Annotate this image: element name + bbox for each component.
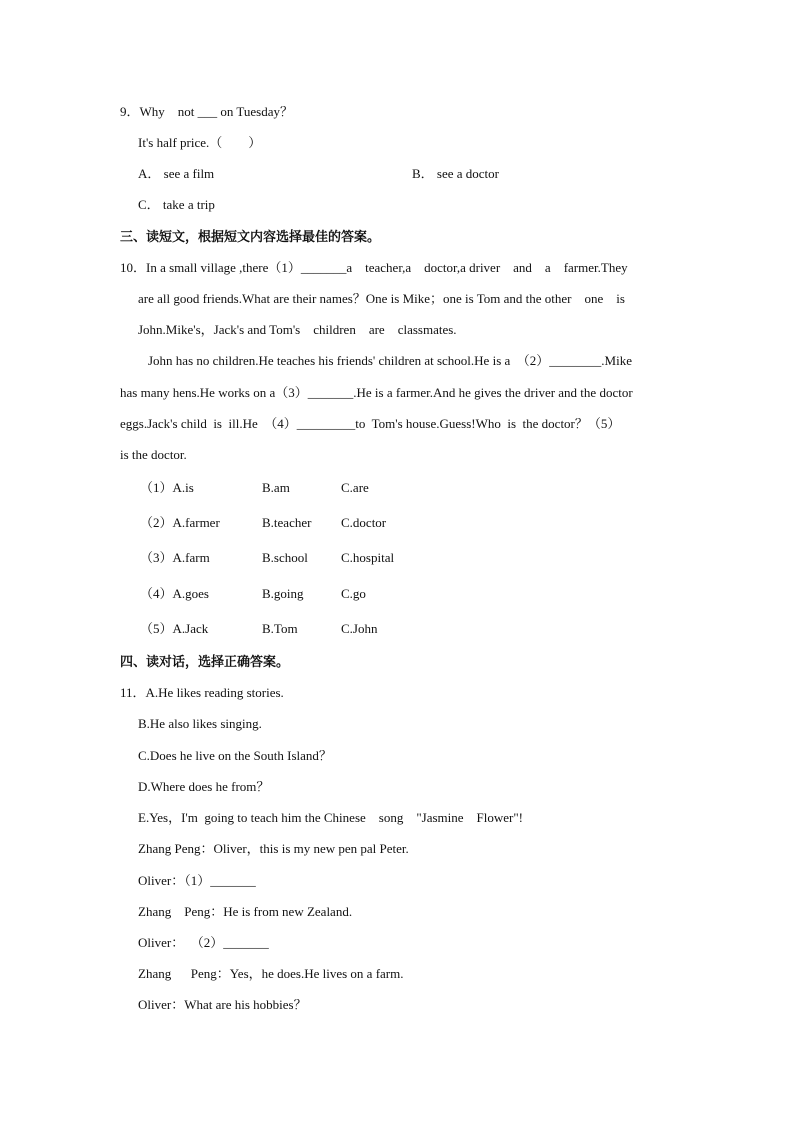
q10-line4: John has no children.He teaches his friends' children at school.He is a （2）________.Mike	[148, 353, 632, 368]
choice-4-b: B.going	[262, 586, 304, 601]
section3-heading: 三、读短文，根据短文内容选择最佳的答案。	[120, 229, 381, 244]
q9-option-b: B． see a doctor	[412, 166, 500, 181]
q11-line-9: Oliver： （2）_______	[138, 935, 269, 950]
choice-3-b: B.school	[262, 550, 308, 565]
choice-1-a: （1）A.is	[140, 480, 194, 495]
q10-line3: John.Mike's，Jack's and Tom's children are classmates.	[138, 322, 457, 337]
q10-line6: eggs.Jack's child is ill.He （4）_________to Tom's house.Guess!Who is the doctor？（5）	[120, 416, 621, 431]
q10-line7: is the doctor.	[120, 447, 187, 462]
q11-line-2: B.He also likes singing.	[138, 716, 262, 731]
q11-line-10: Zhang Peng：Yes，he does.He lives on a farm.	[138, 966, 404, 981]
q9-line2: It's half price.（ ）	[138, 135, 262, 150]
choice-1-b: B.am	[262, 480, 290, 495]
choice-4-a: （4）A.goes	[140, 586, 209, 601]
q11-line-4: D.Where does he from？	[138, 779, 270, 794]
section4-heading: 四、读对话，选择正确答案。	[120, 654, 290, 669]
q11-line-11: Oliver：What are his hobbies？	[138, 997, 307, 1012]
choice-1-c: C.are	[341, 480, 369, 495]
choice-5-a: （5）A.Jack	[140, 621, 209, 636]
q11-line-7: Oliver：（1）_______	[138, 873, 256, 888]
choice-2-a: （2）A.farmer	[140, 515, 220, 530]
choice-5-b: B.Tom	[262, 621, 298, 636]
q11-line-1: 11．A.He likes reading stories.	[120, 685, 284, 700]
q9-stem: 9．Why not ___ on Tuesday？	[120, 104, 293, 119]
q11-line-6: Zhang Peng：Oliver，this is my new pen pal Peter.	[138, 841, 409, 856]
choice-2-c: C.doctor	[341, 515, 387, 530]
choice-4-c: C.go	[341, 586, 366, 601]
choice-3-a: （3）A.farm	[140, 550, 210, 565]
q11-line-8: Zhang Peng：He is from new Zealand.	[138, 904, 353, 919]
choice-2-b: B.teacher	[262, 515, 312, 530]
q10-line1: 10．In a small village ,there（1）_______a teacher,a doctor,a driver and a farmer.They	[120, 260, 628, 275]
q9-option-c: C． take a trip	[138, 197, 215, 212]
choice-5-c: C.John	[341, 621, 378, 636]
q11-line-5: E.Yes，I'm going to teach him the Chinese song "Jasmine Flower"!	[138, 810, 523, 825]
q9-option-a: A． see a film	[138, 166, 215, 181]
q11-line-3: C.Does he live on the South Island？	[138, 748, 332, 763]
q10-line2: are all good friends.What are their names？One is Mike；one is Tom and the other one is	[138, 291, 625, 306]
choice-3-c: C.hospital	[341, 550, 395, 565]
q10-line5: has many hens.He works on a（3）_______.He is a farmer.And he gives the driver and the doctor	[120, 385, 633, 400]
